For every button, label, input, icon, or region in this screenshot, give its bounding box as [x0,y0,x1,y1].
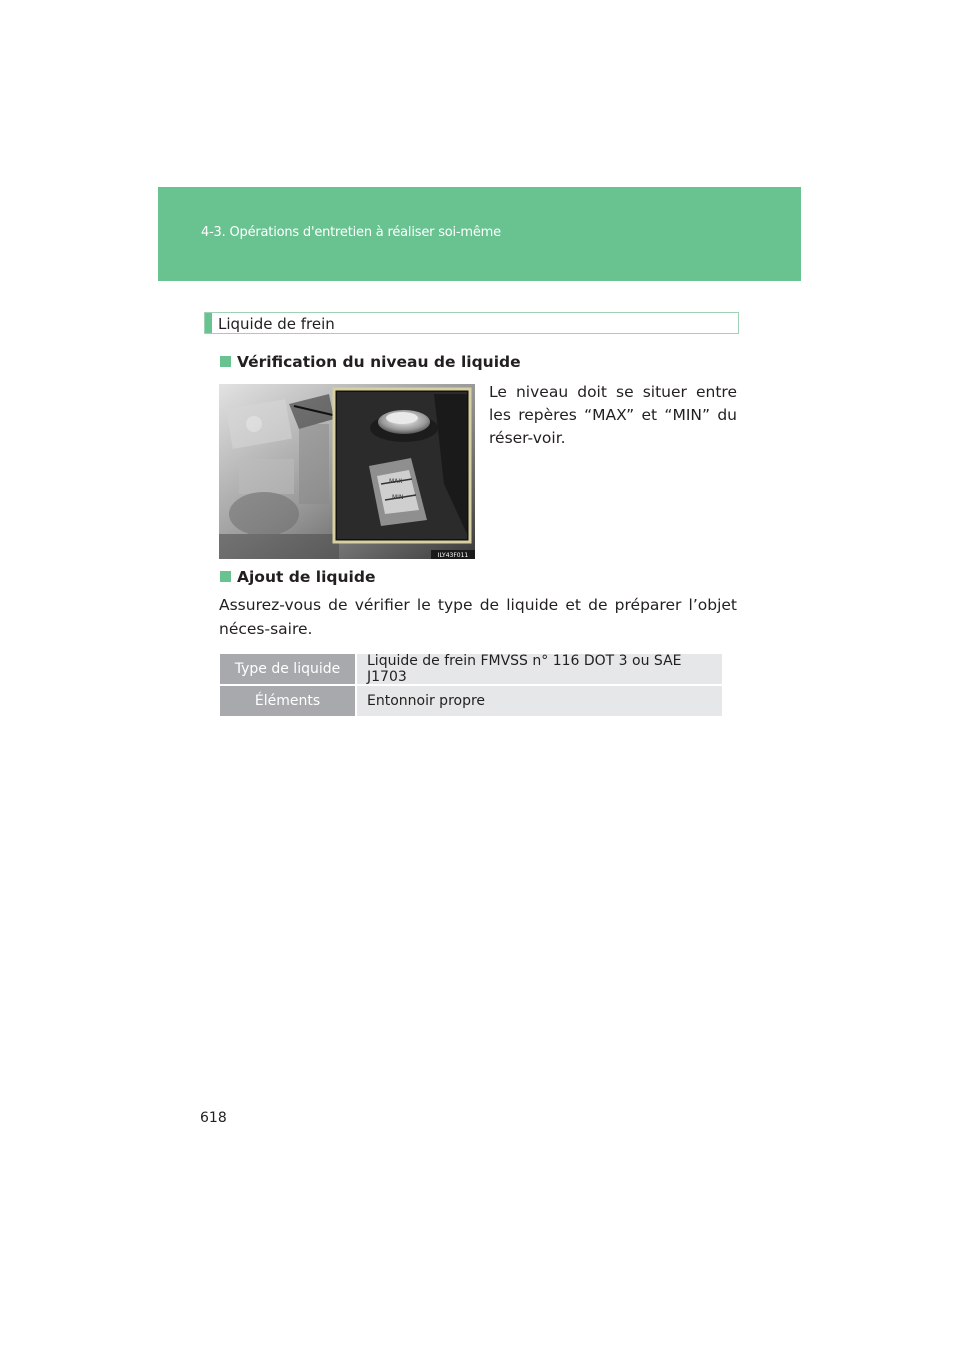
table-row [220,654,722,684]
section-title: Liquide de frein [218,315,335,333]
min-label: MIN [392,494,404,501]
subheading-add-fluid-text: Ajout de liquide [237,568,376,586]
subheading-add-fluid [220,568,375,586]
table-value-cell: Liquide de frein FMVSS n° 116 DOT 3 ou SAE J1703 [357,654,722,684]
max-label: MAX [389,478,403,485]
table-value-cell: Entonnoir propre [357,686,722,716]
subheading-check-level-text: Vérification du niveau de liquide [237,353,521,371]
square-bullet-icon [220,356,231,367]
chapter-header-band [158,187,801,281]
spec-table [220,654,722,718]
brake-fluid-reservoir-figure [219,384,475,559]
figure-code: ILY43F011 [437,552,469,559]
add-fluid-text: Assurez-vous de vérifier le type de liquide et de préparer l’objet néces-saire. [219,596,737,638]
section-accent-bar [205,313,212,333]
table-label-cell: Éléments [220,686,355,716]
subheading-check-level [220,353,521,371]
chapter-title: 4-3. Opérations d'entretien à réaliser soi-même [201,225,501,240]
table-row [220,686,722,716]
table-label-cell: Type de liquide [220,654,355,684]
square-bullet-icon [220,571,231,582]
check-level-text: Le niveau doit se situer entre les repères “MAX” et “MIN” du réser-voir. [489,383,737,447]
page-number: 618 [200,1110,227,1126]
section-title-box [204,312,739,334]
